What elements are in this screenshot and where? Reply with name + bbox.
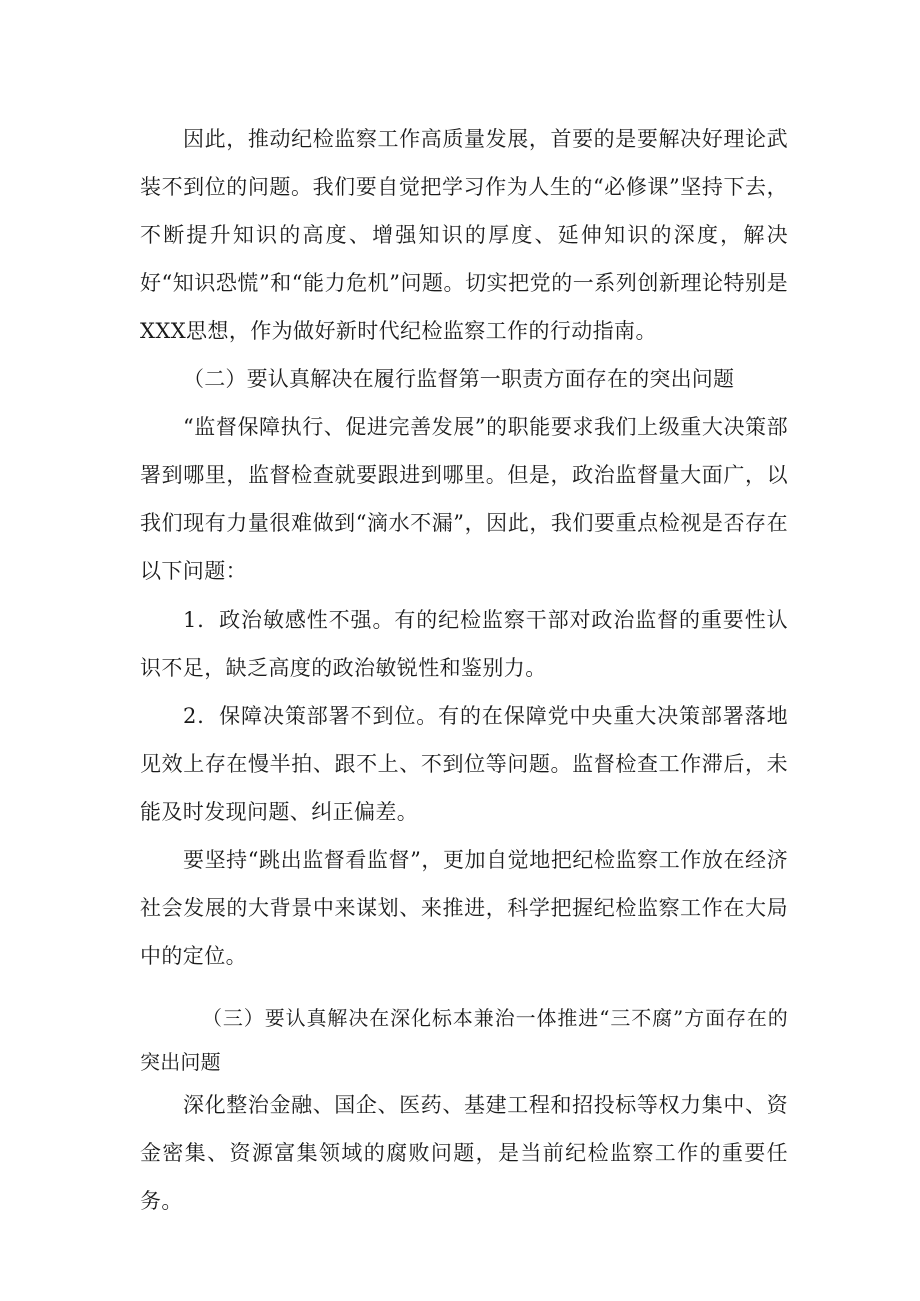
paragraph-overall: 要坚持“跳出监督看监督”，更加自觉地把纪检监察工作放在经济社会发展的大背景中来谋划、来推进，科学把握纪检监察工作在大局中的定位。 <box>140 848 788 968</box>
paragraph-corruption: 深化整治金融、国企、医药、基建工程和招投标等权力集中、资金密集、资源富集领域的腐败问题，是当前纪检监察工作的重要任务。 <box>140 1093 788 1213</box>
section-heading-3: （三）要认真解决在深化标本兼治一体推进“三不腐”方面存在的突出问题 <box>140 1006 788 1074</box>
section-heading-2: （二）要认真解决在履行监督第一职责方面存在的突出问题 <box>183 367 735 391</box>
paragraph-theory: 因此，推动纪检监察工作高质量发展，首要的是要解决好理论武装不到位的问题。我们要自觉把学习作为人生的“必修课”坚持下去，不断提升知识的高度、增强知识的厚度、延伸知识的深度，解决好“知识恐慌”和“能力危机”问题。切实把党的一系列创新理论特别是XXX思想，作为做好新时代纪检监察工作的行动指南。 <box>140 127 788 343</box>
paragraph-supervision: “监督保障执行、促进完善发展”的职能要求我们上级重大决策部署到哪里，监督检查就要跟进到哪里。但是，政治监督量大面广，以我们现有力量很难做到“滴水不漏”，因此，我们要重点检视是否存在以下问题： <box>140 415 788 583</box>
list-item-2: 2．保障决策部署不到位。有的在保障党中央重大决策部署落地见效上存在慢半拍、跟不上、不到位等问题。监督检查工作滞后，未能及时发现问题、纠正偏差。 <box>140 704 788 824</box>
list-item-1: 1．政治敏感性不强。有的纪检监察干部对政治监督的重要性认识不足，缺乏高度的政治敏锐性和鉴别力。 <box>140 608 788 680</box>
